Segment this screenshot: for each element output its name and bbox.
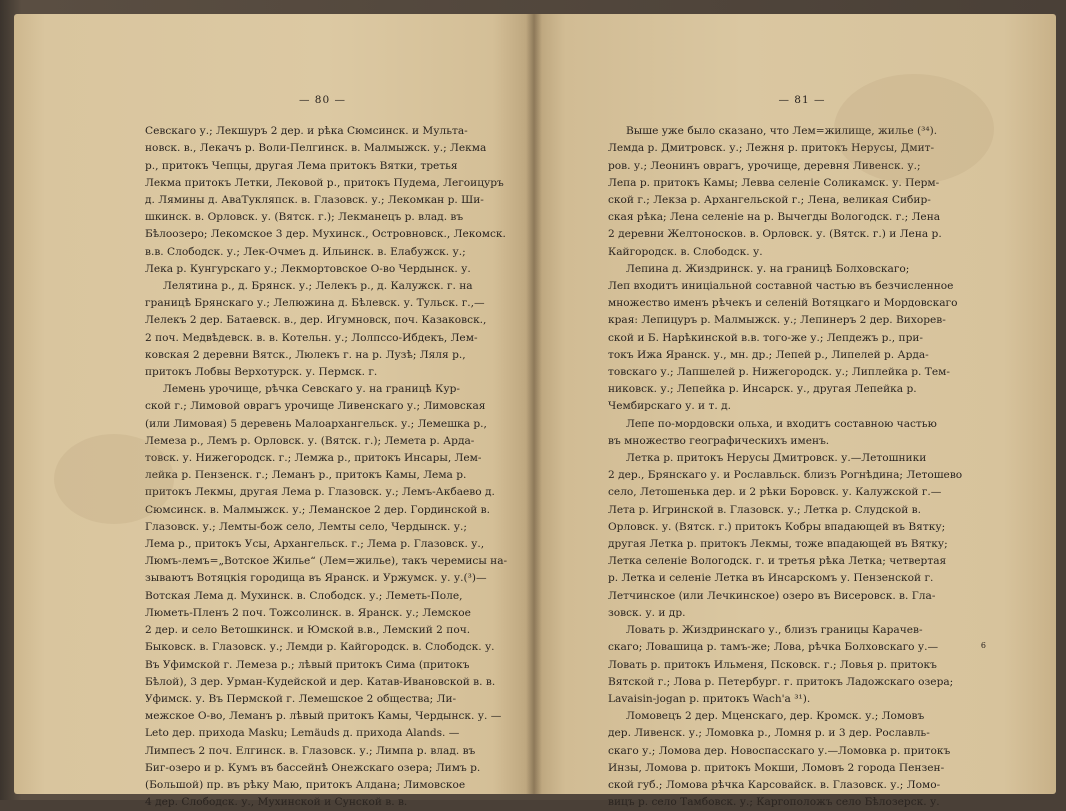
left-page bbox=[14, 14, 534, 809]
text-line: зываютъ Вотяцкія городища въ Яранск. и Уржумск. у. у.(³)— bbox=[145, 572, 487, 585]
text-line: Чембирскаго у. и т. д. bbox=[608, 400, 731, 413]
text-line: края: Лепицуръ р. Малмыжск. у.; Лепинеръ 2 дер. Вихорев- bbox=[608, 314, 946, 327]
right-page-text bbox=[608, 123, 996, 811]
text-line: Въ Уфимской г. Лемеза р.; лѣвый притокъ Сима (притокъ bbox=[145, 658, 470, 671]
text-line: Лепа р. притокъ Камы; Левва селеніе Соликамск. у. Перм- bbox=[608, 176, 940, 189]
text-line: ров. у.; Леонинъ оврагъ, урочище, деревня Ливенск. у.; bbox=[608, 159, 921, 172]
text-line: ковская 2 деревни Вятск., Люлекъ г. на р. Лузѣ; Ляля р., bbox=[145, 348, 466, 361]
text-line: шкинск. в. Орловск. у. (Вятск. г.); Лекманецъ р. влад. въ bbox=[145, 211, 464, 224]
text-line: Биг-озеро и р. Кумъ въ бассейнѣ Онежскаго озера; Лимъ р. bbox=[145, 761, 481, 774]
text-line: Лема р., притокъ Усы, Архангельск. г.; Лема р. Глазовск. у., bbox=[145, 538, 485, 551]
text-line: ской и Б. Нарѣкинской в.в. того-же у.; Лепдежъ р., при- bbox=[608, 331, 924, 344]
text-line: скаго; Ловашица р. тамъ-же; Лова, рѣчка Болховскаго у.— bbox=[608, 641, 939, 654]
text-line: Глазовск. у.; Лемты-бож село, Лемты село, Чердынск. у.; bbox=[145, 520, 467, 533]
text-line: 2 дер. и село Ветошкинск. и Юмской в.в., Лемский 2 поч. bbox=[145, 624, 471, 637]
text-line: товскаго у.; Лапшелей р. Нижегородск. у.; Липлейка р. Тем- bbox=[608, 366, 950, 379]
text-line: Leto дер. прихода Masku; Lemäuds д. прихода Alands. — bbox=[145, 727, 460, 740]
text-line: Lavaisin-jogan р. притокъ Wach'a ³¹). bbox=[608, 692, 811, 705]
text-line: Уфимск. у. Въ Пермской г. Лемешское 2 общества; Ли- bbox=[145, 692, 457, 705]
text-line: Люмъ-лемъ=„Вотское Жилье“ (Лем=жилье), такъ черемисы на- bbox=[145, 555, 508, 568]
text-line: ской губ.; Ломова рѣчка Карсовайск. в. Глазовск. у.; Ломо- bbox=[608, 778, 941, 791]
text-line: никовск. у.; Лепейка р. Инсарск. у., другая Лепейка р. bbox=[608, 383, 917, 396]
text-line: Лелекъ 2 дер. Батаевск. в., дер. Игумновск, поч. Казаковск., bbox=[145, 314, 487, 327]
text-line: р., притокъ Чепцы, другая Лема притокъ Вятки, третья bbox=[145, 159, 458, 172]
text-line: ской г.; Лекза р. Архангельской г.; Лена, великая Сибир- bbox=[608, 194, 931, 207]
text-line: Быковск. в. Глазовск. у.; Лемди р. Кайгородск. в. Слободск. у. bbox=[145, 641, 495, 654]
text-line: д. Лямины д. АваТукляпск. в. Глазовск. у.; Лекомкан р. Ши- bbox=[145, 194, 484, 207]
text-line: Бѣлоозеро; Лекомское 3 дер. Мухинск., Островновск., Лекомск. bbox=[145, 228, 506, 241]
text-line: (или Лимовая) 5 деревень Малоархангельск. у.; Лемешка р., bbox=[145, 417, 487, 430]
text-line: Леп входитъ иниціальной составной частью въ безчисленное bbox=[608, 280, 954, 293]
text-line: Выше уже было сказано, что Лем=жилище, жилье (³⁴). bbox=[626, 125, 938, 138]
left-page-text bbox=[145, 123, 508, 811]
text-line: Лека р. Кунгурскаго у.; Лекмортовское О-во Чердынск. у. bbox=[145, 262, 471, 275]
text-line: Ловать р. Жиздринскаго у., близъ границы Карачев- bbox=[626, 624, 923, 637]
page-number-left: — 80 — bbox=[298, 94, 347, 106]
text-line: новск. в., Лекачъ р. Воли-Пелгинск. в. Малмыжск. у.; Лекма bbox=[145, 142, 487, 155]
text-line: межское О-во, Леманъ р. лѣвый притокъ Камы, Чердынск. у. — bbox=[145, 710, 502, 723]
right-page bbox=[534, 14, 1056, 809]
text-line: границѣ Брянскаго у.; Лелюжина д. Бѣлевск. у. Тульск. г.,— bbox=[145, 297, 485, 310]
text-line: 2 поч. Медвѣдевск. в. в. Котельн. у.; Лолпссо-Ибдекъ, Лем- bbox=[145, 331, 478, 344]
text-line: вицъ р. село Тамбовск. у.; Каргоположъ село Бѣлозерск. у. bbox=[608, 796, 940, 809]
text-line: скаго у.; Ломова дер. Новоспасскаго у.—Ломовка р. притокъ bbox=[608, 744, 951, 757]
text-line: Лемеза р., Лемъ р. Орловск. у. (Вятск. г.); Лемета р. Арда- bbox=[145, 434, 475, 447]
text-line: Летка р. притокъ Нерусы Дмитровск. у.—Летошники bbox=[626, 452, 927, 465]
text-line: товск. у. Нижегородск. г.; Лемжа р., притокъ Инсары, Лем- bbox=[145, 452, 482, 465]
text-line: Кайгородск. в. Слободск. у. bbox=[608, 245, 763, 258]
text-line: село, Летошенька дер. и 2 рѣки Боровск. у. Калужской г.— bbox=[608, 486, 942, 499]
text-line: притокъ Лобвы Верхотурск. у. Пермск. г. bbox=[145, 366, 378, 379]
text-line: 4 дер. Слободск. у., Мухинской и Сунской в. в. bbox=[145, 796, 408, 809]
text-line: Вятской г.; Лова р. Петербург. г. притокъ Ладожскаго озера; bbox=[608, 675, 954, 688]
text-line: р. Летка и селеніе Летка въ Инсарскомъ у. Пензенской г. bbox=[608, 572, 934, 585]
text-line: Бѣлой), 3 дер. Урман-Кудейской и дер. Катав-Ивановской в. в. bbox=[145, 675, 496, 688]
text-line: Летчинское (или Лечкинское) озеро въ Висеровск. в. Гла- bbox=[608, 589, 936, 602]
text-line: въ множество географическихъ именъ. bbox=[608, 434, 830, 447]
text-line: другая Летка р. притокъ Лекмы, тоже впадающей въ Вятку; bbox=[608, 538, 948, 551]
text-line: множество именъ рѣчекъ и селеній Вотяцкаго и Мордовскаго bbox=[608, 297, 958, 310]
text-line: (Большой) пр. въ рѣку Маю, притокъ Алдана; Лимовское bbox=[145, 778, 466, 791]
text-line: Орловск. у. (Вятск. г.) притокъ Кобры впадающей въ Вятку; bbox=[608, 520, 946, 533]
text-line: Лета р. Игринской в. Глазовск. у.; Летка р. Слудской в. bbox=[608, 503, 922, 516]
text-line: ской г.; Лимовой оврагъ урочище Ливенскаго у.; Лимовская bbox=[145, 400, 486, 413]
text-line: токъ Ижа Яранск. у., мн. др.; Лепей р., Липелей р. Ардa- bbox=[608, 348, 929, 361]
text-line: ская рѣка; Лена селеніе на р. Вычегды Вологодск. г.; Лена bbox=[608, 211, 941, 224]
text-line: в.в. Слободск. у.; Лек-Очмеъ д. Ильинск. в. Елабужск. у.; bbox=[145, 245, 466, 258]
text-line: зовск. у. и др. bbox=[608, 606, 686, 619]
text-line: Инзы, Ломова р. притокъ Мокши, Ломовъ 2 города Пензен- bbox=[608, 761, 945, 774]
text-line: притокъ Лекмы, другая Лема р. Глазовск. у.; Лемъ-Акбаево д. bbox=[145, 486, 495, 499]
text-line: 2 деревни Желтоносков. в. Орловск. у. (Вятск. г.) и Лена р. bbox=[608, 228, 942, 241]
text-line: Ломовецъ 2 дер. Мценскаго, дер. Кромск. у.; Ломовъ bbox=[626, 710, 925, 723]
text-line: 2 дер., Брянскаго у. и Рославльск. близъ Рогнѣдина; Летошево bbox=[608, 469, 963, 482]
text-line: Лелятина р., д. Брянск. у.; Лелекъ р., д. Калужск. г. на bbox=[163, 280, 473, 293]
text-line: Люметь-Пленъ 2 поч. Тожсолинск. в. Яранск. у.; Лемское bbox=[145, 606, 471, 619]
text-line: Лимпесъ 2 поч. Елгинск. в. Глазовск. у.; Лимпа р. влад. въ bbox=[145, 744, 476, 757]
text-line: Лемень урочище, рѣчка Севскаго у. на границѣ Кур- bbox=[163, 383, 460, 396]
text-line: Лемда р. Дмитровск. у.; Лежня р. притокъ Нерусы, Дмит- bbox=[608, 142, 935, 155]
page-number-right: — 81 — bbox=[778, 94, 826, 106]
text-line: Лепина д. Жиздринск. у. на границѣ Болховскаго; bbox=[626, 262, 910, 275]
text-line: Лепе по-мордовски ольха, и входитъ составною частью bbox=[626, 417, 937, 430]
text-line: дер. Ливенск. у.; Ломовка р., Ломня р. и 3 дер. Рославль- bbox=[608, 727, 930, 740]
text-line: Севскаго у.; Лекшуръ 2 дер. и рѣка Сюмсинск. и Мульта- bbox=[145, 125, 468, 138]
text-line: Лекма притокъ Летки, Лековой р., притокъ Пудема, Легоицуръ bbox=[145, 176, 504, 189]
text-line: Вотская Лема д. Мухинск. в. Слободск. у.; Леметь-Поле, bbox=[145, 589, 463, 602]
text-line: Ловать р. притокъ Ильменя, Псковск. г.; Ловья р. притокъ bbox=[608, 658, 937, 671]
signature-mark: 6 bbox=[980, 640, 986, 650]
text-line: лейка р. Пензенск. г.; Леманъ р., притокъ Камы, Лема р. bbox=[145, 469, 467, 482]
text-line: Летка селеніе Вологодск. г. и третья рѣка Летка; четвертая bbox=[608, 555, 947, 568]
text-line: Сюмсинск. в. Малмыжск. у.; Леманское 2 дер. Гординской в. bbox=[145, 503, 490, 516]
